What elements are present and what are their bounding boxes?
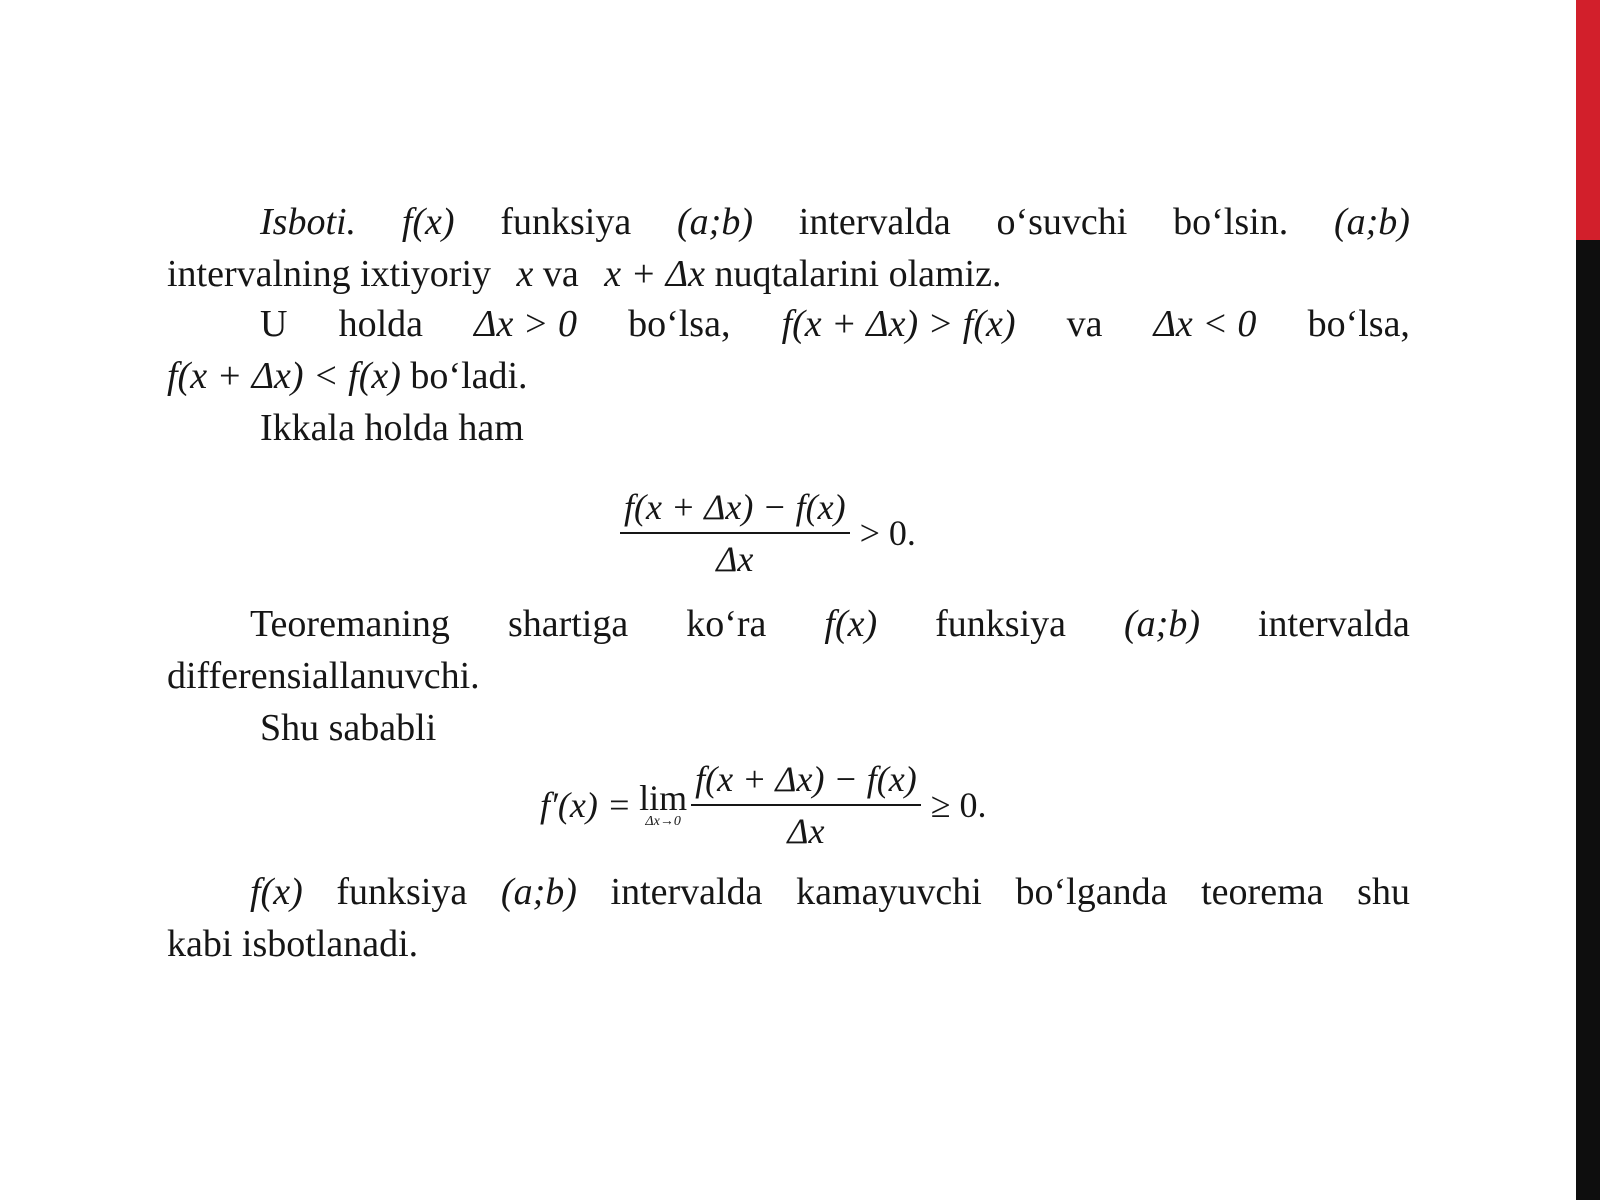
math-x-plus-dx: x + Δx bbox=[604, 253, 705, 295]
fraction bbox=[620, 486, 850, 580]
math-interval: (a;b) bbox=[677, 201, 753, 243]
proof-line-5: Ikkala holda ham bbox=[260, 407, 524, 449]
word: intervalda bbox=[798, 201, 951, 243]
fraction-numerator: f(x + Δx) − f(x) bbox=[620, 486, 850, 534]
fraction-denominator: Δx bbox=[787, 811, 825, 851]
word: intervalda bbox=[1258, 603, 1410, 645]
limit-word: lim bbox=[639, 778, 688, 818]
word: U bbox=[260, 303, 288, 345]
word: intervalning ixtiyoriy bbox=[167, 253, 492, 295]
word: bo‘lsa, bbox=[1307, 303, 1410, 345]
word: funksiya bbox=[336, 871, 468, 913]
proof-line-10: kabi isbotlanadi. bbox=[167, 923, 419, 965]
accent-stripe-red bbox=[1576, 0, 1600, 240]
word: intervalda bbox=[610, 871, 763, 913]
proof-line-3 bbox=[260, 298, 1410, 350]
math-fx: f(x) bbox=[250, 871, 303, 913]
proof-line-4 bbox=[167, 350, 1410, 402]
proof-line-9 bbox=[250, 866, 1410, 918]
equation-relation: > 0. bbox=[859, 513, 916, 553]
equation-relation: ≥ 0. bbox=[930, 785, 987, 825]
math-interval: (a;b) bbox=[1124, 603, 1200, 645]
word: bo‘lganda bbox=[1015, 871, 1168, 913]
word: kamayuvchi bbox=[796, 871, 982, 913]
fraction bbox=[691, 758, 921, 852]
math-dx-negative: Δx < 0 bbox=[1153, 303, 1257, 345]
word: bo‘lsin. bbox=[1173, 201, 1289, 243]
word: bo‘lsa, bbox=[628, 303, 731, 345]
equation-derivative-limit bbox=[540, 758, 987, 852]
word: va bbox=[1066, 303, 1103, 345]
word: shu bbox=[1357, 871, 1410, 913]
word: funksiya bbox=[935, 603, 1067, 645]
word: funksiya bbox=[500, 201, 632, 243]
fraction-numerator: f(x + Δx) − f(x) bbox=[691, 758, 921, 806]
accent-stripe-black bbox=[1576, 240, 1600, 1200]
limit-subscript: Δx→0 bbox=[645, 814, 681, 829]
word: bo‘ladi. bbox=[410, 355, 528, 397]
word: nuqtalarini olamiz. bbox=[714, 253, 1002, 295]
word: va bbox=[542, 253, 579, 295]
proof-line-8: Shu sababli bbox=[260, 707, 437, 749]
proof-line-7: differensiallanuvchi. bbox=[167, 655, 480, 697]
limit-operator bbox=[639, 778, 688, 829]
word: ko‘ra bbox=[686, 603, 767, 645]
word: holda bbox=[338, 303, 424, 345]
word: shartiga bbox=[507, 603, 629, 645]
proof-line-6 bbox=[250, 598, 1410, 650]
math-dx-positive: Δx > 0 bbox=[474, 303, 577, 345]
math-interval: (a;b) bbox=[500, 871, 577, 913]
math-inequality: f(x + Δx) < f(x) bbox=[167, 355, 401, 397]
word: o‘suvchi bbox=[996, 201, 1128, 243]
word: Teoremaning bbox=[250, 603, 450, 645]
equation-difference-quotient bbox=[620, 486, 916, 580]
derivative-lhs: f′(x) = bbox=[540, 785, 632, 825]
math-x: x bbox=[516, 253, 534, 295]
math-inequality: f(x + Δx) > f(x) bbox=[781, 303, 1016, 345]
fraction-denominator: Δx bbox=[716, 539, 754, 579]
proof-line-1 bbox=[260, 196, 1410, 248]
math-fx: f(x) bbox=[824, 603, 878, 645]
math-interval: (a;b) bbox=[1333, 201, 1410, 243]
math-fx: f(x) bbox=[401, 201, 455, 243]
word: teorema bbox=[1201, 871, 1324, 913]
proof-line-2 bbox=[167, 248, 1410, 300]
proof-label: Isboti. bbox=[260, 201, 357, 243]
